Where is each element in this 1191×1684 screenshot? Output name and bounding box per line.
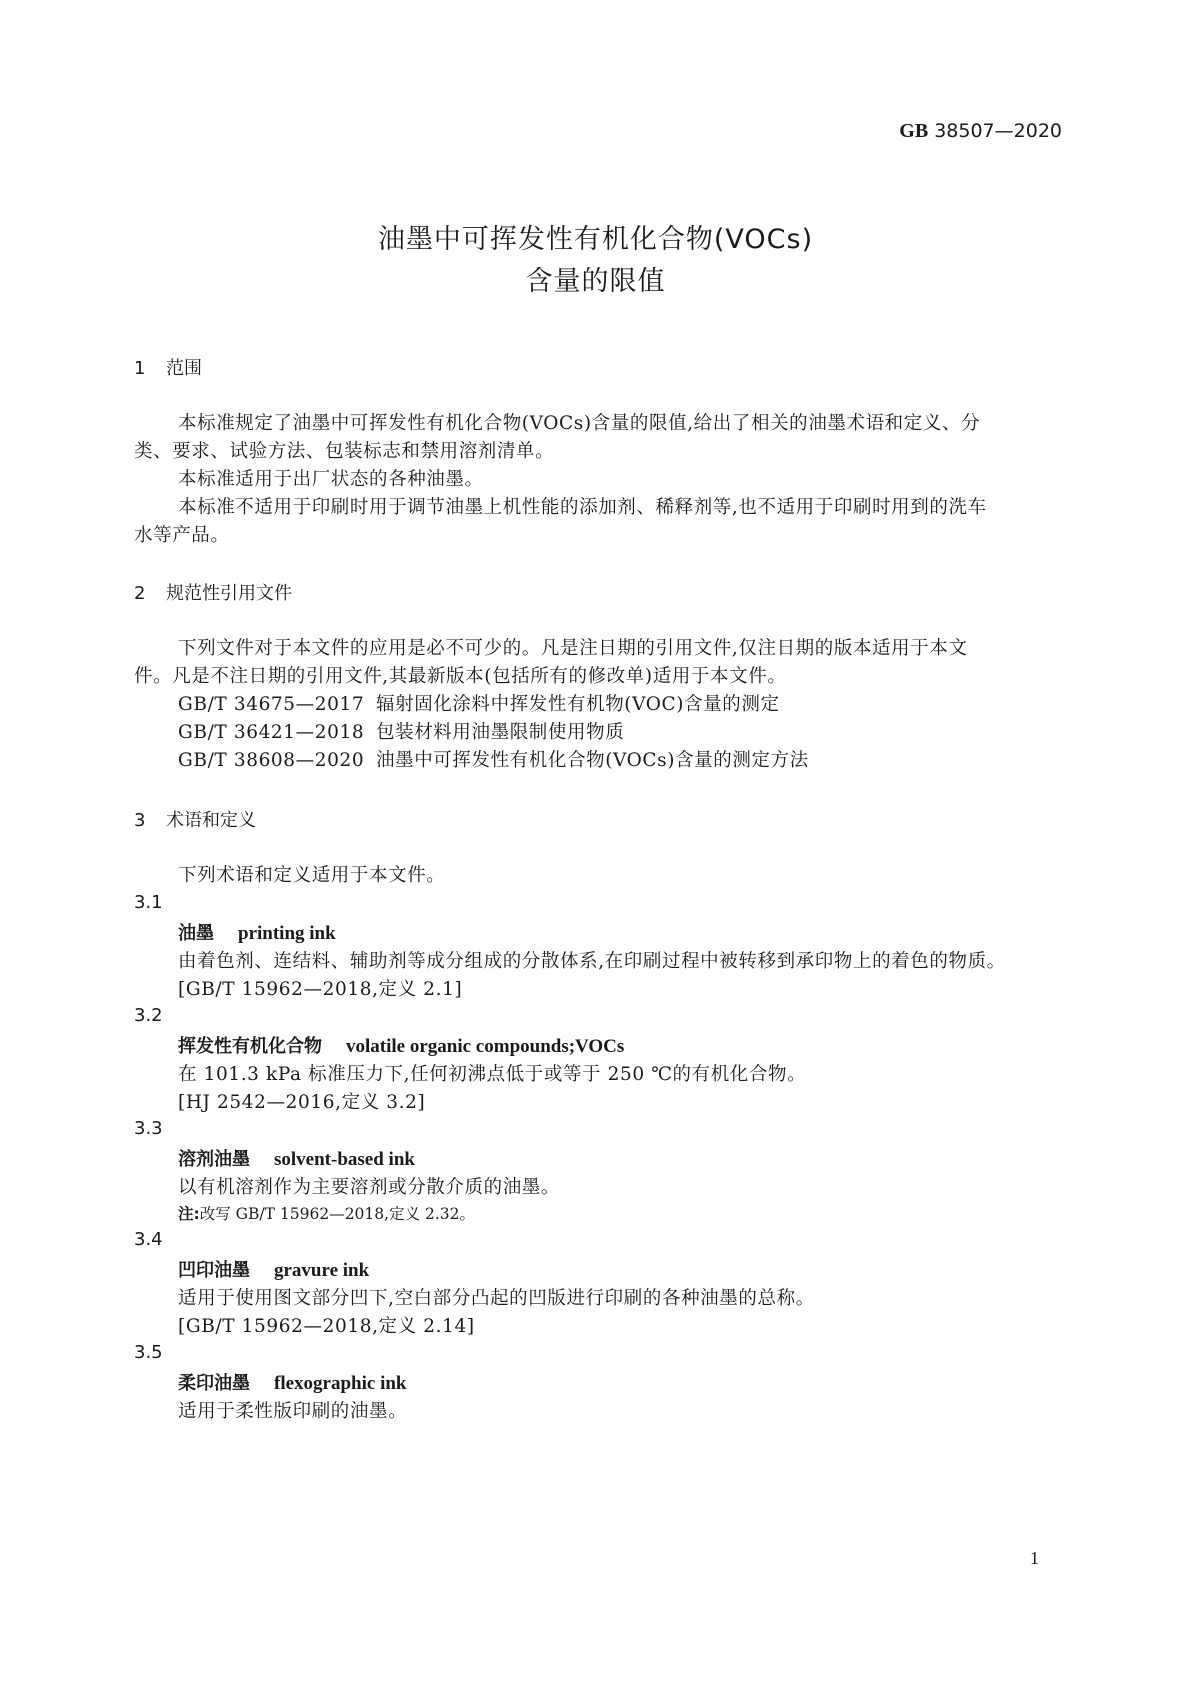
term-source: [GB/T 15962—2018,定义 2.14] — [178, 1316, 475, 1337]
term-en: volatile organic compounds;VOCs — [346, 1036, 625, 1057]
term-note — [178, 1202, 475, 1224]
clause-number: 3.5 — [134, 1342, 163, 1363]
reference-code: GB/T 38608—2020 — [178, 750, 365, 771]
term-definition: 由着色剂、连结料、辅助剂等成分组成的分散体系,在印刷过程中被转移到承印物上的着色的物质。 — [178, 951, 1006, 972]
reference-title: 包装材料用油墨限制使用物质 — [376, 722, 625, 743]
s2-paragraph-line-1: 下列文件对于本文件的应用是必不可少的。凡是注日期的引用文件,仅注日期的版本适用于本文 — [178, 638, 968, 659]
normative-reference — [178, 746, 809, 772]
term-en: printing ink — [238, 923, 336, 944]
page-number: 1 — [1030, 1548, 1039, 1568]
clause-number: 3.4 — [134, 1229, 163, 1250]
s1-paragraph-1-line-1: 本标准规定了油墨中可挥发性有机化合物(VOCs)含量的限值,给出了相关的油墨术语和定义、分 — [178, 413, 981, 434]
reference-code: GB/T 36421—2018 — [178, 722, 365, 743]
section-title: 范围 — [166, 358, 202, 379]
s1-paragraph-2: 本标准适用于出厂状态的各种油墨。 — [178, 469, 484, 490]
s1-paragraph-1-line-2: 类、要求、试验方法、包装标志和禁用溶剂清单。 — [134, 441, 555, 462]
term-heading — [178, 1032, 624, 1058]
doc-title-line1: 油墨中可挥发性有机化合物(VOCs) — [377, 224, 814, 255]
note-text: 改写 GB/T 15962—2018,定义 2.32。 — [199, 1205, 476, 1223]
s2-paragraph-line-2: 件。凡是不注日期的引用文件,其最新版本(包括所有的修改单)适用于本文件。 — [134, 666, 787, 687]
section-title: 规范性引用文件 — [166, 583, 292, 604]
normative-reference — [178, 718, 624, 744]
term-definition: 在 101.3 kPa 标准压力下,任何初沸点低于或等于 250 ℃的有机化合物。 — [178, 1064, 807, 1085]
s1-paragraph-3-line-2: 水等产品。 — [134, 525, 230, 546]
section-2-heading — [134, 579, 292, 605]
s3-intro: 下列术语和定义适用于本文件。 — [178, 865, 446, 886]
term-en: flexographic ink — [274, 1373, 407, 1394]
s1-paragraph-3-line-1: 本标准不适用于印刷时用于调节油墨上机性能的添加剂、稀释剂等,也不适用于印刷时用到的洗车 — [178, 497, 987, 518]
term-heading — [178, 919, 336, 945]
clause-number: 3.1 — [134, 892, 163, 913]
section-number: 2 — [134, 583, 146, 604]
term-en: gravure ink — [274, 1260, 370, 1281]
term-source: [GB/T 15962—2018,定义 2.1] — [178, 979, 463, 1000]
normative-reference — [178, 690, 780, 716]
std-prefix: GB — [899, 120, 929, 142]
term-definition: 以有机溶剂作为主要溶剂或分散介质的油墨。 — [178, 1177, 561, 1198]
section-number: 1 — [134, 358, 146, 379]
clause-number: 3.2 — [134, 1005, 163, 1026]
term-zh: 溶剂油墨 — [178, 1149, 250, 1170]
term-definition: 适用于使用图文部分凹下,空白部分凸起的凹版进行印刷的各种油墨的总称。 — [178, 1288, 815, 1309]
reference-code: GB/T 34675—2017 — [178, 694, 365, 715]
standard-number — [0, 120, 1062, 143]
term-zh: 油墨 — [178, 923, 214, 944]
doc-title-line2: 含量的限值 — [525, 266, 666, 297]
section-3-heading — [134, 806, 256, 832]
term-heading — [178, 1256, 369, 1282]
clause-number: 3.3 — [134, 1118, 163, 1139]
reference-title: 辐射固化涂料中挥发性有机物(VOC)含量的测定 — [376, 694, 780, 715]
std-code: 38507—2020 — [934, 120, 1062, 142]
section-1-heading — [134, 354, 202, 380]
section-number: 3 — [134, 810, 146, 831]
term-heading — [178, 1145, 415, 1171]
term-heading — [178, 1369, 406, 1395]
term-zh: 凹印油墨 — [178, 1260, 250, 1281]
note-label: 注: — [178, 1205, 200, 1223]
term-definition: 适用于柔性版印刷的油墨。 — [178, 1401, 408, 1422]
term-source: [HJ 2542—2016,定义 3.2] — [178, 1092, 426, 1113]
term-zh: 柔印油墨 — [178, 1373, 250, 1394]
term-en: solvent-based ink — [274, 1149, 415, 1170]
section-title: 术语和定义 — [166, 810, 256, 831]
term-zh: 挥发性有机化合物 — [178, 1036, 322, 1057]
reference-title: 油墨中可挥发性有机化合物(VOCs)含量的测定方法 — [376, 750, 809, 771]
